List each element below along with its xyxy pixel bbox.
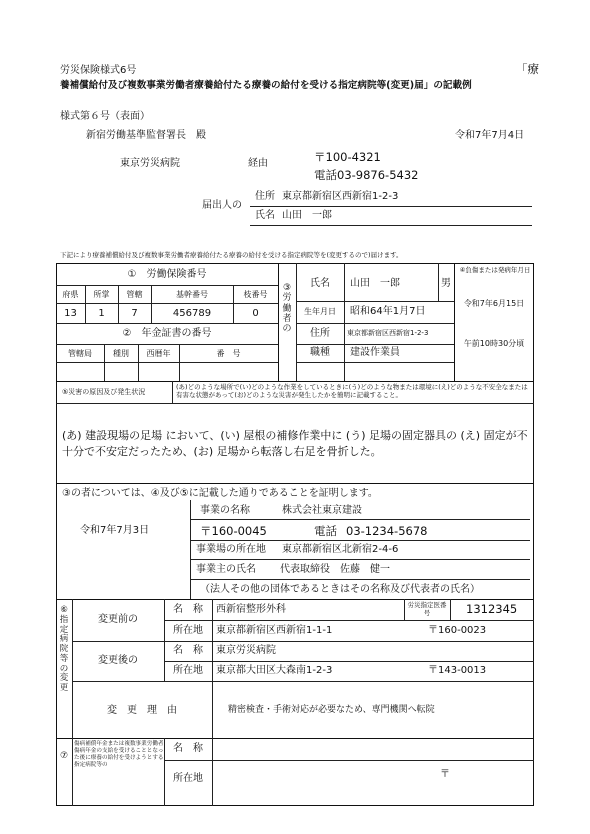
worker-sex: 男 bbox=[441, 278, 451, 289]
divider bbox=[56, 323, 278, 324]
code-label: 労災指定医番号 bbox=[407, 601, 447, 617]
change-side-label: ⑥指定病院等の変更 bbox=[59, 605, 69, 694]
injury-label: ④負傷または発病年月日 bbox=[459, 266, 531, 274]
val-jurisdiction: 1 bbox=[98, 308, 105, 319]
divider bbox=[212, 738, 213, 806]
val-base-number: 456789 bbox=[172, 308, 212, 319]
col-number: 番 号 bbox=[216, 349, 241, 358]
divider bbox=[190, 519, 530, 520]
divider bbox=[250, 206, 532, 207]
after-name: 東京労災病院 bbox=[216, 645, 276, 656]
reason-label: 変 更 理 由 bbox=[107, 705, 177, 716]
after-label: 変更後の bbox=[98, 655, 138, 666]
change-reason: 精密検査・手術対応が必要なため、専門機関へ転院 bbox=[228, 705, 435, 715]
injury-date: 令和7年6月15日 bbox=[463, 299, 525, 308]
divider bbox=[296, 301, 454, 302]
notifier-name: 山田 一郎 bbox=[282, 210, 332, 221]
divider bbox=[190, 500, 191, 599]
biz-name-label: 事業の名称 bbox=[200, 505, 250, 516]
biz-zip: 〒160-0045 bbox=[200, 524, 267, 538]
worker-name: 山田 一郎 bbox=[350, 278, 400, 289]
before-addr: 東京都新宿区西新宿1-1-1 bbox=[216, 625, 333, 636]
divider bbox=[164, 661, 534, 662]
divider bbox=[56, 483, 534, 484]
notifier-zip: 〒100-4321 bbox=[314, 150, 381, 164]
divider bbox=[172, 381, 173, 403]
doctor-code: 1312345 bbox=[466, 602, 518, 616]
divider bbox=[72, 738, 73, 806]
title-bracket: 「療 bbox=[516, 62, 539, 76]
biz-name: 株式会社東京建設 bbox=[282, 505, 362, 516]
notifier-name-label: 氏名 bbox=[255, 210, 275, 221]
divider bbox=[56, 381, 534, 382]
divider bbox=[454, 263, 455, 381]
before-name-label: 名 称 bbox=[173, 604, 203, 615]
worker-addr: 東京都新宿区西新宿1-2-3 bbox=[347, 329, 429, 337]
col-year: 西暦年 bbox=[146, 349, 171, 358]
divider bbox=[296, 323, 454, 324]
col-base-number: 基幹番号 bbox=[176, 290, 208, 299]
section7-name-label: 名 称 bbox=[173, 743, 203, 754]
biz-addr-label: 事業場の所在地 bbox=[196, 544, 266, 555]
worker-addr-label: 住所 bbox=[310, 328, 330, 339]
divider bbox=[72, 681, 534, 682]
insurance-heading: ① 労働保険番号 bbox=[127, 269, 207, 280]
divider bbox=[296, 344, 454, 345]
via-label: 経由 bbox=[248, 158, 268, 169]
notifier-addr: 東京都新宿区西新宿1-2-3 bbox=[282, 191, 399, 202]
section7-desc: 傷病補償年金または複数事業労働者傷病年金の支給を受けることとなった後に療養の給付を受けようとする指定病院等の bbox=[74, 741, 164, 768]
notifier-label: 届出人の bbox=[202, 200, 242, 211]
after-loc-label: 所在地 bbox=[173, 665, 203, 676]
hospital-name: 東京労災病院 bbox=[120, 158, 180, 169]
col-jurisdiction: 所掌 bbox=[93, 290, 110, 299]
cause-label: ⑤災害の原因及び発生状況 bbox=[62, 388, 146, 396]
owner-name: 代表取締役 佐藤 健一 bbox=[280, 564, 390, 575]
divider bbox=[72, 641, 534, 642]
before-zip: 〒160-0023 bbox=[428, 625, 487, 636]
divider bbox=[56, 344, 278, 345]
certify-text: ③の者については、④及び⑤に記載した通りであることを証明します。 bbox=[62, 488, 378, 499]
after-name-label: 名 称 bbox=[173, 645, 203, 656]
notifier-addr-label: 住所 bbox=[255, 191, 275, 202]
divider bbox=[212, 599, 213, 681]
col-branch: 枝番号 bbox=[243, 290, 268, 299]
injury-time: 午前10時30分頃 bbox=[463, 339, 525, 348]
divider bbox=[56, 403, 534, 404]
val-branch: 0 bbox=[252, 308, 259, 319]
worker-dob: 昭和64年1月7日 bbox=[350, 306, 426, 317]
form-name: 労災保険様式6号 bbox=[60, 65, 137, 76]
owner-label: 事業主の氏名 bbox=[196, 564, 256, 575]
before-loc-label: 所在地 bbox=[173, 625, 203, 636]
owner-note: （法人その他の団体であるときはその名称及び代表者の氏名） bbox=[200, 584, 480, 595]
col-bureau: 管轄局 bbox=[68, 349, 92, 358]
biz-addr: 東京都新宿区北新宿2-4-6 bbox=[282, 544, 399, 555]
after-zip: 〒143-0013 bbox=[428, 665, 487, 676]
divider bbox=[56, 303, 278, 304]
intro-text: 下記により療養補償給付及び複数事業労働者療養給付たる療養の給付を受ける指定病院等を(変更するので)届けます。 bbox=[60, 251, 403, 259]
notifier-phone: 電話03-9876-5432 bbox=[314, 168, 419, 182]
divider bbox=[190, 540, 530, 541]
col-prefecture: 府県 bbox=[62, 290, 79, 299]
divider bbox=[56, 738, 534, 739]
cause-text: (あ) 建設現場の足場 において、(い) 屋根の補修作業中に (う) 足場の固定器具の (え) 固定が不十分で不安定だったため、(お) 足場から転落し右足を骨折した。 bbox=[62, 429, 528, 458]
worker-job-label: 職種 bbox=[310, 347, 330, 358]
divider bbox=[278, 263, 279, 381]
before-name: 西新宿整形外科 bbox=[216, 604, 286, 615]
val-prefecture: 13 bbox=[64, 308, 77, 319]
divider bbox=[190, 559, 530, 560]
addressee: 新宿労働基準監督署長 殿 bbox=[86, 130, 206, 141]
divider bbox=[56, 285, 278, 286]
divider bbox=[212, 681, 213, 738]
section7-number: ⑦ bbox=[59, 751, 69, 761]
form-number: 様式第６号（表面） bbox=[60, 111, 150, 122]
divider bbox=[56, 599, 534, 600]
col-office: 管轄 bbox=[126, 290, 143, 299]
after-addr: 東京都大田区大森南1-2-3 bbox=[216, 665, 333, 676]
divider bbox=[450, 599, 451, 620]
section7-zip: 〒 bbox=[440, 769, 450, 780]
divider bbox=[296, 362, 454, 363]
worker-side-label: ③労働者の bbox=[282, 283, 292, 335]
biz-phone-label: 電話 bbox=[314, 524, 337, 538]
cause-note: (あ)どのような場所で(い)どのような作業をしているときに(う)どのような物または環境に(え)どのような不安全なまたは有害な状態があって(お)どのような災害が発生したかを簡明に記載すること。 bbox=[176, 383, 528, 400]
worker-dob-label: 生年月日 bbox=[304, 307, 336, 316]
before-label: 変更前の bbox=[98, 614, 138, 625]
divider bbox=[164, 620, 534, 621]
pension-heading: ② 年金証書の番号 bbox=[122, 328, 212, 339]
divider bbox=[344, 263, 345, 381]
worker-name-label: 氏名 bbox=[310, 278, 330, 289]
val-office: 7 bbox=[131, 308, 138, 319]
col-type: 種別 bbox=[113, 349, 129, 358]
divider bbox=[190, 579, 530, 580]
divider bbox=[164, 760, 534, 761]
submit-date: 令和7年7月4日 bbox=[455, 130, 525, 141]
section7-loc-label: 所在地 bbox=[173, 773, 203, 784]
biz-phone: 03-1234-5678 bbox=[346, 524, 428, 538]
page-title: 養補償給付及び複数事業労働者療養給付たる療養の給付を受ける指定病院等(変更)届」の記載例 bbox=[60, 80, 472, 91]
worker-job: 建設作業員 bbox=[350, 347, 400, 358]
cert-date: 令和7年7月3日 bbox=[80, 525, 150, 536]
divider bbox=[250, 225, 532, 226]
divider bbox=[56, 362, 278, 363]
